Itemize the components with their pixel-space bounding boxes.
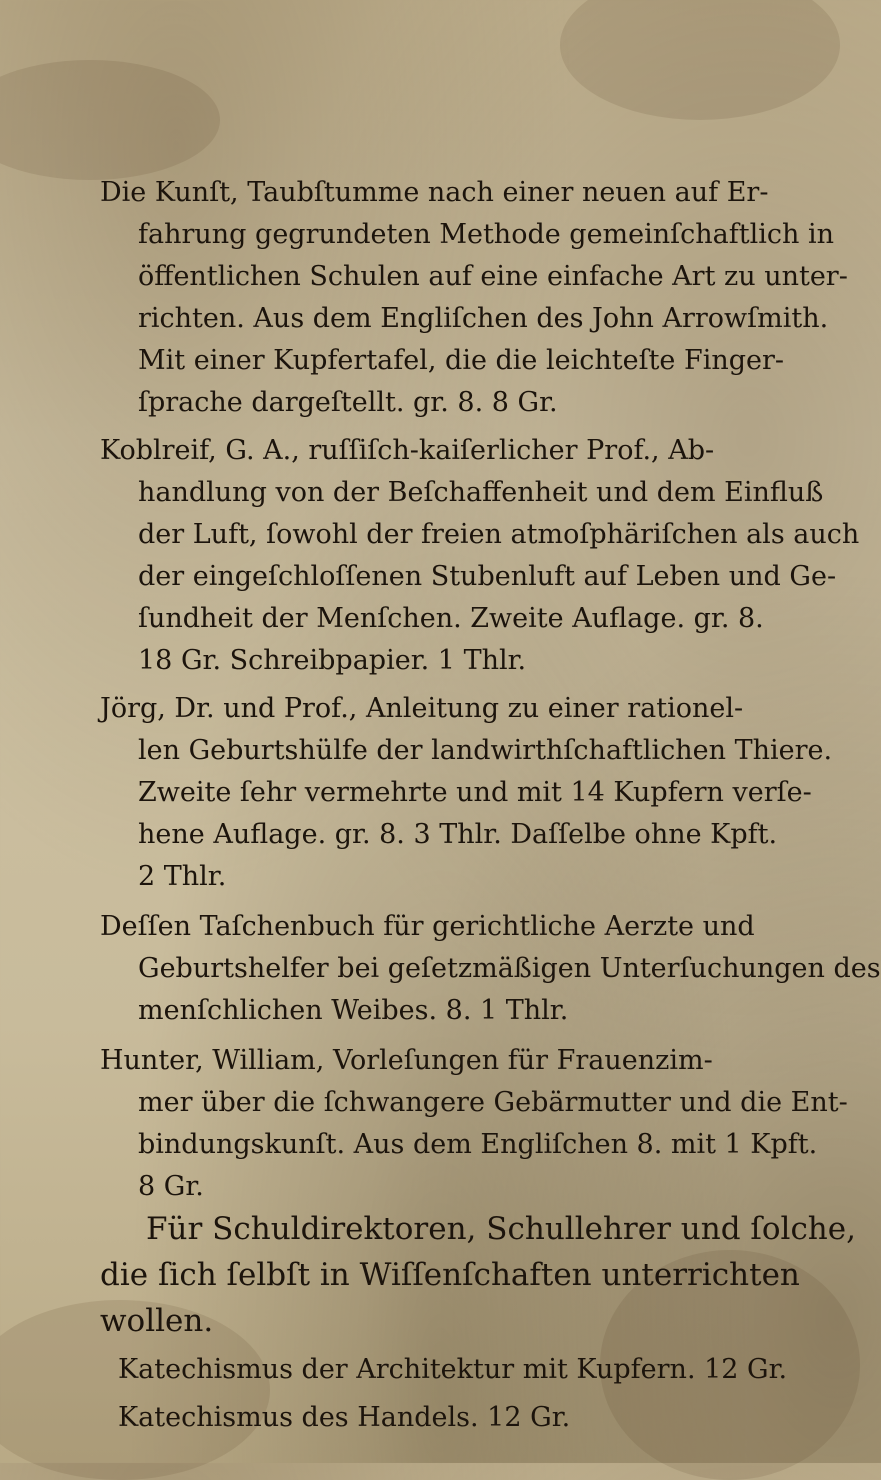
- entry-line: Geburtshelfer bei geſetzmäßigen Unterſuchungen des: [138, 953, 881, 984]
- catalog-entry-taschenbuch: [100, 906, 881, 1032]
- catalog-entry-joerg: [100, 688, 833, 898]
- entry-line: Hunter, William, Vorleſungen für Frauenzim-: [100, 1045, 713, 1076]
- section-line: Für Schuldirektoren, Schullehrer und ſolche,: [146, 1211, 856, 1247]
- catalog-entry-arrowsmith: [100, 172, 848, 424]
- entry-line: ſundheit der Menſchen. Zweite Auflage. gr. 8.: [138, 603, 764, 634]
- entry-line: menſchlichen Weibes. 8. 1 Thlr.: [138, 995, 569, 1026]
- section-line: die ſich ſelbſt in Wiſſenſchaften unterrichten: [100, 1257, 800, 1293]
- entry-line: 18 Gr. Schreibpapier. 1 Thlr.: [138, 645, 527, 676]
- paper-stain: [0, 60, 220, 180]
- entry-line: der eingeſchloſſenen Stubenluft auf Leben und Ge-: [138, 561, 837, 592]
- paper-stain: [560, 0, 840, 120]
- entry-line: len Geburtshülfe der landwirthſchaftlichen Thiere.: [138, 735, 833, 766]
- entry-line: Jörg, Dr. und Prof., Anleitung zu einer rationel-: [100, 693, 744, 724]
- catalog-entry-koblreif: [100, 430, 860, 682]
- entry-line: 8 Gr.: [138, 1171, 204, 1202]
- short-entry-handel: Katechismus des Handels. 12 Gr.: [118, 1402, 571, 1433]
- entry-line: hene Auflage. gr. 8. 3 Thlr. Daſſelbe ohne Kpft.: [138, 819, 778, 850]
- entry-line: handlung von der Beſchaffenheit und dem Einfluß: [138, 477, 824, 508]
- entry-line: mer über die ſchwangere Gebärmutter und die Ent-: [138, 1087, 848, 1118]
- entry-line: Deſſen Taſchenbuch für gerichtliche Aerzte und: [100, 911, 755, 942]
- entry-line: richten. Aus dem Engliſchen des John Arrowſmith.: [138, 303, 829, 334]
- entry-line: Zweite ſehr vermehrte und mit 14 Kupfern verſe-: [138, 777, 812, 808]
- entry-line: Koblreif, G. A., ruſſiſch-kaiſerlicher Prof., Ab-: [100, 435, 715, 466]
- entry-line: öffentlichen Schulen auf eine einfache Art zu unter-: [138, 261, 848, 292]
- entry-line: der Luft, ſowohl der freien atmoſphäriſchen als auch: [138, 519, 860, 550]
- entry-line: Mit einer Kupfertafel, die die leichteſte Finger-: [138, 345, 785, 376]
- entry-line: 2 Thlr.: [138, 861, 227, 892]
- catalog-entry-hunter: [100, 1040, 848, 1208]
- short-entry-architektur: Katechismus der Architektur mit Kupfern. 12 Gr.: [118, 1354, 788, 1385]
- section-line: wollen.: [100, 1303, 214, 1339]
- entry-line: ſprache dargeſtellt. gr. 8. 8 Gr.: [138, 387, 558, 418]
- section-heading: [100, 1206, 856, 1344]
- catalog-short-entries: [118, 1346, 788, 1442]
- entry-line: Die Kunſt, Taubſtumme nach einer neuen auf Er-: [100, 177, 769, 208]
- entry-line: bindungskunſt. Aus dem Engliſchen 8. mit 1 Kpft.: [138, 1129, 818, 1160]
- entry-line: fahrung gegrundeten Methode gemeinſchaftlich in: [138, 219, 834, 250]
